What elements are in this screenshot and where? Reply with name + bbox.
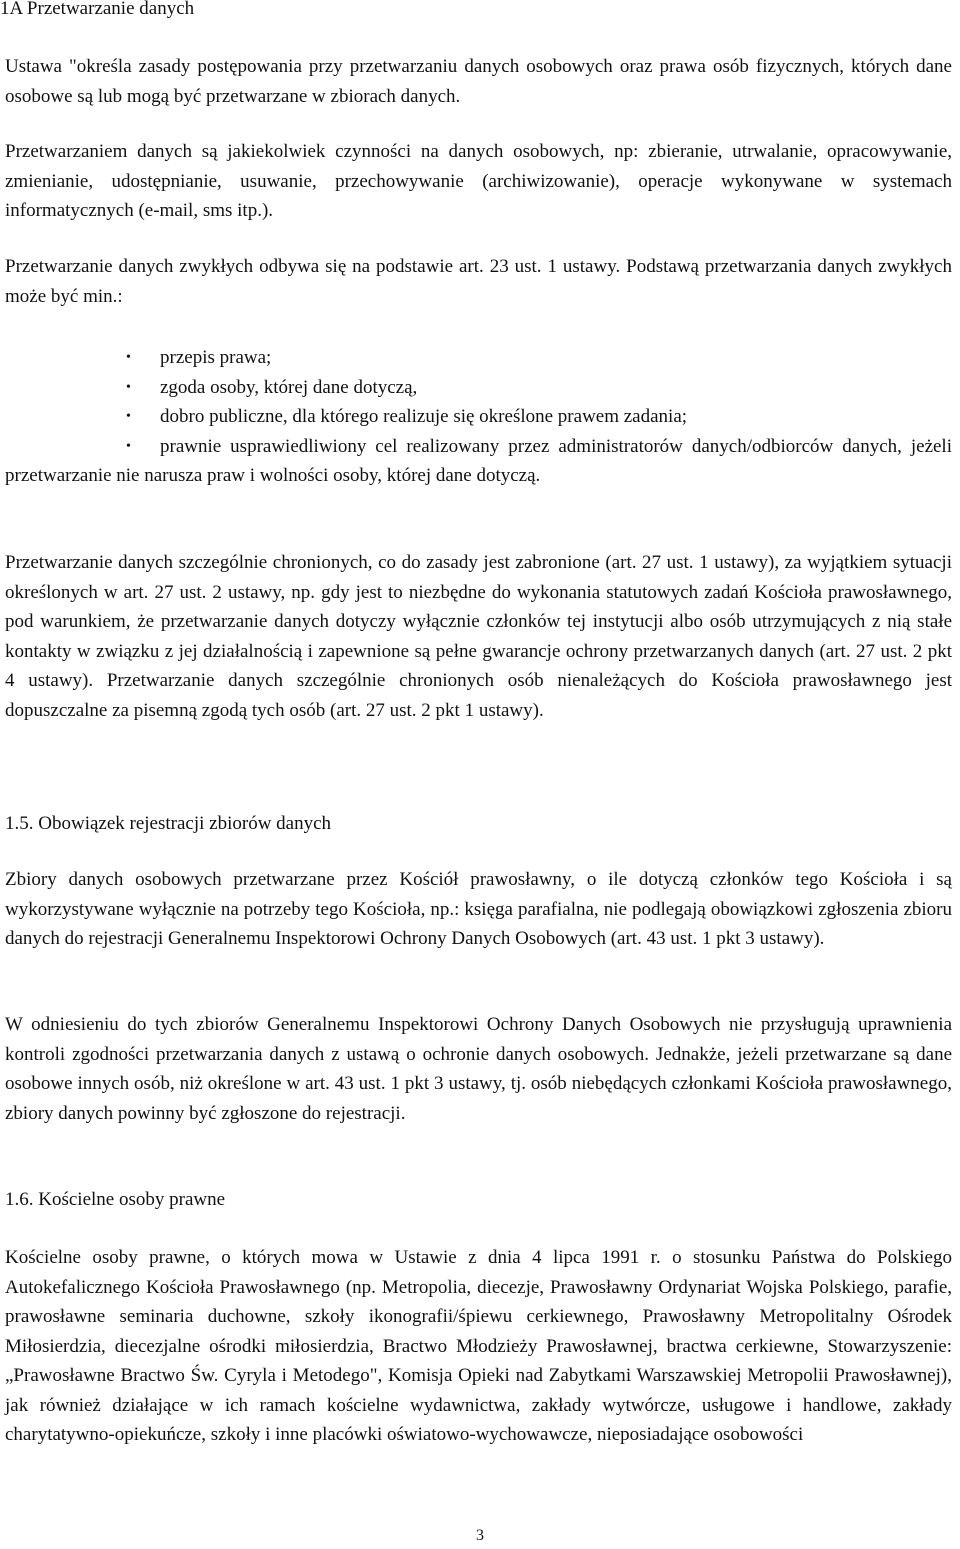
- paragraph-sensitive-data: Przetwarzanie danych szczególnie chronionych, co do zasady jest zabronione (art. 27 ust. 1 ustawy), za wyjątkiem sytuacji określonych w art. 27 ust. 2 ustawy, np. gdy jest to niezbędne do wykonania statutowych zadań Kościoła prawosławnego, pod warunkiem, że przetwarzanie danych dotyczy wyłącznie członków tej instytucji albo osób utrzymujących z nią stałe kontakty w związku z jej działalnością i zapewnione są pełne gwarancje ochrony przetwarzanych danych (art. 27 ust. 2 pkt 4 ustawy). Przetwarzanie danych szczególnie chronionych osób nienależących do Kościoła prawosławnego jest dopuszczalne za pisemną zgodą tych osób (art. 27 ust. 2 pkt 1 ustawy).: [5, 552, 952, 721]
- paragraph-church-legal-entities: Kościelne osoby prawne, o których mowa w Ustawie z dnia 4 lipca 1991 r. o stosunku Państwa do Polskiego Autokefalicznego Kościoła Prawosławnego (np. Metropolia, diecezje, Prawosławny Ordynariat Wojska Polskiego, parafie, prawosławne seminaria duchowne, szkoły ikonografii/śpiewu cerkiewnego, Prawosławny Metropolitalny Ośrodek Miłosierdzia, diecezjalne ośrodki miłosierdzia, Bractwo Młodzieży Prawosławnej, bractwa cerkiewne, Stowarzyszenie: „Prawosławne Bractwo Św. Cyryla i Metodego", Komisja Opieki nad Zabytkami Warszawskiej Metropolii Prawosławnej), jak również działające w ich ramach kościelne wydawnictwa, zakłady wytwórcze, usługowe i handlowe, zakłady charytatywno-opiekuńcze, szkoły i inne placówki oświatowo-wychowawcze, nieposiadające osobowości: [5, 1247, 952, 1445]
- legal-basis-list: [5, 343, 952, 491]
- section-heading-1-5: 1.5. Obowiązek rejestracji zbiorów danych: [5, 813, 332, 834]
- list-item-text: prawnie usprawiedliwiony cel realizowany przez administratorów danych/odbiorców danych, jeżeli przetwarzanie nie narusza praw i wolności osoby, której dane dotyczą.: [5, 435, 952, 486]
- paragraph-inspector-rights: W odniesieniu do tych zbiorów Generalnemu Inspektorowi Ochrony Danych Osobowych nie przysługują uprawnienia kontroli zgodności przetwarzania danych z ustawą o ochronie danych osobowych. Jednakże, jeżeli przetwarzane są dane osobowe innych osób, niż określone w art. 43 ust. 1 pkt 3 ustawy, tj. osób niebędących członkami Kościoła prawosławnego, zbiory danych powinny być zgłoszone do rejestracji.: [5, 1014, 952, 1124]
- paragraph-ordinary-data-basis: Przetwarzanie danych zwykłych odbywa się na podstawie art. 23 ust. 1 ustawy. Podstawą przetwarzania danych zwykłych może być min.:: [5, 256, 952, 307]
- bullet-icon: •: [126, 350, 131, 365]
- list-item-text: przepis prawa;: [160, 347, 272, 368]
- list-item: [5, 402, 952, 432]
- bullet-icon: •: [126, 438, 131, 454]
- list-item-text: dobro publiczne, dla którego realizuje się określone prawem zadania;: [160, 406, 688, 427]
- section-heading-1-6: 1.6. Kościelne osoby prawne: [5, 1189, 226, 1210]
- list-item: [5, 432, 952, 491]
- paragraph-registration-exemption: Zbiory danych osobowych przetwarzane przez Kościół prawosławny, o ile dotyczą członków tego Kościoła i są wykorzystywane wyłącznie na potrzeby tego Kościoła, np.: księga parafialna, nie podlegają obowiązkowi zgłoszenia zbioru danych do rejestracji Generalnemu Inspektorowi Ochrony Danych Osobowych (art. 43 ust. 1 pkt 3 ustawy).: [5, 869, 952, 949]
- paragraph-act-scope: Ustawa "określa zasady postępowania przy przetwarzaniu danych osobowych oraz prawa osób fizycznych, których dane osobowe są lub mogą być przetwarzane w zbiorach danych.: [5, 56, 952, 107]
- bullet-icon: •: [126, 379, 131, 395]
- page-number: 3: [476, 1527, 484, 1544]
- bullet-icon: •: [126, 409, 131, 424]
- list-item: [5, 373, 952, 403]
- section-heading-1a: 1A Przetwarzanie danych: [0, 0, 195, 19]
- paragraph-processing-definition: Przetwarzaniem danych są jakiekolwiek czynności na danych osobowych, np: zbieranie, utrwalanie, opracowywanie, zmienianie, udostępnianie, usuwanie, przechowywanie (archiwizowanie), operacje wykonywane w systemach informatycznych (e-mail, sms itp.).: [5, 141, 952, 221]
- list-item-text: zgoda osoby, której dane dotyczą,: [160, 376, 418, 398]
- list-item: [5, 343, 952, 373]
